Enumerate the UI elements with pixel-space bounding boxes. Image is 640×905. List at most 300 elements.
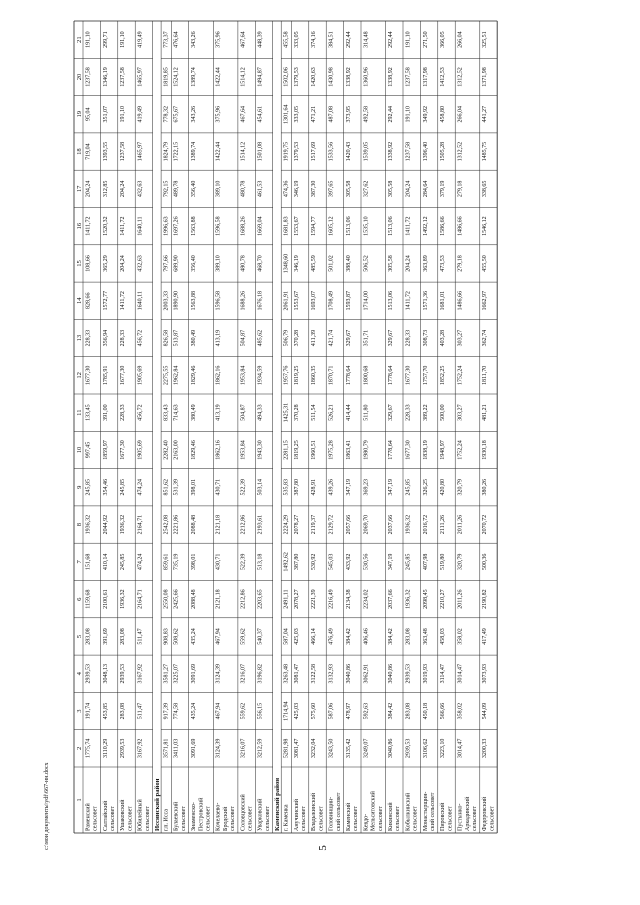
table-cell: 1640,11 (137, 216, 144, 236)
table-cell: 384,42 (388, 702, 394, 720)
table-cell: 387,80 (293, 479, 300, 496)
table-cell: 292,44 (388, 31, 394, 48)
table-cell: 1677,30 (405, 365, 412, 386)
column-header: 20 (76, 73, 83, 81)
table-cell: 283,08 (120, 702, 127, 720)
table-cell: 2037,66 (388, 514, 394, 535)
table-cell: 1572,77 (102, 291, 109, 311)
table-cell: 1524,12 (173, 67, 180, 87)
table-cell: 391,69 (102, 628, 109, 645)
column-header: 18 (76, 148, 83, 155)
table-cell: 3167,92 (137, 664, 144, 684)
table-cell: 1905,69 (137, 440, 144, 460)
table-cell: 333,05 (293, 31, 300, 48)
table-cell: 2221,39 (311, 589, 318, 609)
table-cell: 1819,25 (293, 365, 300, 386)
table-cell: 2003,33 (163, 291, 170, 311)
column-header: 17 (76, 185, 83, 193)
table-cell: 204,24 (120, 255, 127, 272)
table-cell: 1317,98 (422, 67, 429, 87)
table-cell: 1312,52 (457, 141, 464, 162)
table-cell: 1563,88 (191, 291, 198, 311)
table-cell: 1662,97 (482, 291, 489, 311)
table-cell: 2212,86 (240, 514, 247, 535)
table-cell: 1980,79 (363, 440, 370, 460)
table-cell: 1640,11 (137, 291, 144, 311)
table-cell: 2078,27 (293, 589, 300, 609)
table-cell: 476,64 (173, 31, 180, 48)
table-cell: 908,83 (163, 628, 170, 645)
table-cell: 374,16 (311, 31, 318, 48)
table-cell: 1312,52 (457, 67, 464, 87)
table-cell: 1379,53 (293, 67, 300, 87)
table-cell: 151,68 (85, 553, 92, 571)
settlement-name: сельсовет (377, 806, 384, 831)
table-cell: 388,40 (346, 255, 352, 272)
table-cell: 3200,33 (482, 738, 489, 759)
table-cell: 531,39 (173, 479, 180, 496)
table-cell: 997,45 (85, 441, 92, 459)
table-cell: 1514,12 (240, 141, 247, 162)
settlement-name: Ушаковский (120, 799, 127, 831)
table-cell: 1379,53 (293, 141, 300, 162)
table-cell: 3110,29 (102, 738, 109, 758)
table-cell: 1957,76 (283, 365, 290, 386)
table-cell: 506,52 (363, 255, 370, 272)
table-cell: 245,85 (405, 553, 412, 571)
column-header: 2 (76, 746, 83, 750)
table-cell: 2129,72 (328, 514, 335, 535)
table-cell: 458,03 (440, 628, 447, 645)
table-cell: 2111,26 (440, 515, 447, 535)
table-cell: 1996,63 (163, 216, 170, 236)
table-cell: 485,62 (257, 329, 264, 347)
table-cell: 1688,26 (240, 291, 247, 311)
table-cell: 467,64 (240, 106, 247, 123)
table-cell: 3014,47 (457, 738, 464, 759)
table-cell: 455,50 (482, 255, 489, 272)
table-cell: 592,63 (363, 702, 370, 720)
table-cell: 358,02 (457, 702, 464, 720)
table-cell: 3263,48 (283, 664, 290, 684)
settlement-name: сельсовет (230, 806, 237, 831)
table-cell: 1422,44 (215, 67, 222, 87)
column-header: 13 (76, 334, 83, 342)
table-cell: 535,83 (283, 479, 290, 496)
table-cell: 3225,07 (173, 664, 180, 684)
table-cell: 1346,19 (102, 67, 109, 87)
table-cell: 356,94 (102, 329, 109, 347)
table-cell: 2011,26 (457, 589, 464, 609)
table-cell: 1411,72 (120, 291, 127, 311)
table-cell: 1389,74 (191, 141, 198, 162)
table-cell: 1596,58 (215, 291, 222, 311)
settlement-name: сельсовет (247, 806, 254, 831)
table-cell: 454,61 (257, 106, 264, 123)
table-cell: 500,36 (482, 553, 489, 571)
table-cell: 1905,69 (137, 365, 144, 386)
table-cell: 826,58 (163, 329, 170, 347)
table-cell: 455,58 (283, 31, 290, 48)
table-cell: 314,48 (363, 31, 370, 48)
table-cell: 389,22 (422, 404, 429, 421)
table-cell: 478,97 (346, 702, 352, 720)
table-cell: 1553,67 (293, 291, 300, 311)
table-cell: 735,19 (173, 553, 180, 571)
table-cell: 245,85 (120, 553, 127, 571)
table-cell: 391,00 (102, 404, 109, 421)
table-cell: 419,49 (137, 31, 144, 48)
table-cell: 1677,30 (120, 365, 127, 386)
table-cell: 191,10 (120, 106, 127, 123)
table-cell: 3091,69 (191, 738, 198, 759)
table-cell: 346,19 (293, 255, 300, 272)
table-cell: 320,79 (457, 479, 464, 496)
table-cell: 266,04 (457, 106, 464, 123)
table-cell: 292,44 (388, 106, 394, 123)
table-cell: 411,39 (311, 329, 318, 347)
table-cell: 492,58 (363, 106, 370, 123)
table-cell: 714,63 (173, 404, 180, 421)
table-cell: 292,44 (346, 31, 352, 48)
table-cell: 414,44 (346, 404, 352, 421)
table-cell: 380,49 (191, 329, 198, 347)
table-cell: 1338,92 (388, 67, 394, 87)
table-cell: 354,46 (102, 479, 109, 496)
table-cell: 1697,26 (173, 216, 180, 236)
table-cell: 3124,39 (215, 664, 222, 684)
table-cell: 417,49 (482, 628, 489, 645)
table-cell: 1425,31 (283, 402, 290, 423)
table-cell: 503,14 (257, 479, 264, 496)
table-cell: 2275,55 (163, 365, 170, 386)
table-cell: 312,85 (102, 180, 109, 198)
table-cell: 363,48 (422, 628, 429, 645)
table-cell: 1237,58 (405, 67, 412, 87)
settlement-name: ский сельсовет (430, 792, 436, 831)
table-cell: 501,02 (328, 255, 335, 272)
table-cell: 559,62 (240, 702, 247, 720)
table-cell: 1775,74 (85, 738, 92, 759)
column-header: 14 (76, 297, 83, 305)
table-cell: 398,01 (191, 479, 198, 496)
table-cell: 1677,30 (120, 440, 127, 460)
table-cell: 333,05 (293, 106, 300, 123)
table-cell: 519,80 (440, 553, 447, 571)
table-cell: 1785,91 (102, 365, 109, 386)
table-cell: 3091,69 (191, 664, 198, 684)
table-cell: 456,72 (137, 329, 144, 347)
settlement-name: Пустынко- (457, 803, 464, 831)
table-cell: 283,08 (85, 628, 92, 645)
settlement-name: Соловцовский (240, 794, 247, 831)
settlement-name: сельсовет (264, 806, 271, 831)
table-cell: 474,36 (283, 180, 290, 198)
settlement-name: Кочелаево- (215, 802, 222, 831)
table-cell: 1412,53 (440, 67, 447, 87)
table-cell: 544,09 (482, 702, 489, 720)
table-cell: 108,66 (85, 255, 92, 272)
table-cell: 347,19 (388, 479, 394, 496)
table-cell: 366,05 (440, 31, 447, 48)
settlement-name: Мельситовский (370, 791, 377, 831)
table-cell: 204,24 (85, 180, 92, 198)
settlement-name: сельсовет (472, 806, 478, 831)
table-cell: 1517,69 (311, 141, 318, 162)
table-cell: 303,27 (457, 329, 464, 347)
table-cell: 3232,04 (311, 738, 318, 759)
table-cell: 587,06 (328, 702, 335, 720)
table-cell: 3040,86 (388, 664, 394, 684)
column-header: 9 (76, 485, 83, 489)
table-cell: 545,03 (328, 553, 335, 571)
settlement-name: сельсовет (205, 806, 212, 831)
file-path-footer: c:\мои документы\ydf\667-нн.docx (44, 762, 50, 850)
table-cell: 504,87 (240, 404, 247, 421)
table-cell: 3124,39 (215, 738, 222, 759)
settlement-name: Пестровский (198, 797, 205, 831)
table-cell: 389,10 (215, 255, 222, 272)
table-cell: 468,70 (257, 255, 264, 272)
table-cell: 204,24 (405, 255, 412, 272)
settlement-name: сельсовет (180, 806, 187, 831)
table-cell: 1594,77 (311, 216, 318, 236)
table-cell: 1422,44 (215, 141, 222, 162)
table-cell: 2164,71 (137, 589, 144, 609)
table-cell: 2016,72 (422, 514, 429, 535)
settlement-name: Головинщин- (328, 796, 335, 831)
table-cell: 1936,32 (120, 514, 127, 535)
table-cell: 2098,45 (422, 589, 429, 609)
table-cell: 1338,92 (346, 67, 352, 87)
settlement-name: сельсовет (353, 806, 360, 831)
table-cell: 1237,58 (120, 67, 127, 87)
table-cell: 3019,93 (422, 664, 429, 684)
table-cell: 191,10 (405, 106, 412, 123)
table-cell: 329,67 (346, 329, 352, 347)
table-cell: 1492,62 (283, 552, 290, 572)
table-cell: 1862,16 (215, 365, 222, 386)
table-cell: 432,63 (137, 255, 144, 272)
table-cell: 413,19 (215, 329, 222, 347)
column-header: 4 (76, 672, 83, 676)
table-cell: 851,62 (163, 479, 170, 496)
table-cell: 3062,91 (363, 664, 370, 684)
table-cell: 370,28 (293, 329, 300, 347)
table-cell: 494,33 (257, 404, 264, 421)
table-cell: 3196,82 (257, 664, 264, 684)
column-header: 11 (76, 409, 83, 416)
table-cell: 450,18 (422, 702, 429, 720)
column-header: 12 (76, 372, 83, 379)
table-cell: 1778,64 (388, 440, 394, 460)
table-cell: 1411,72 (120, 216, 127, 236)
table-cell: 1953,84 (240, 365, 247, 386)
table-cell: 467,94 (215, 628, 222, 645)
table-cell: 407,98 (422, 553, 429, 571)
table-cell: 540,37 (257, 628, 264, 645)
table-cell: 191,10 (120, 31, 127, 48)
table-cell: 406,46 (363, 628, 370, 645)
table-cell: 370,28 (293, 404, 300, 421)
settlement-name: Анучинский (293, 799, 300, 831)
column-header: 7 (76, 560, 83, 564)
table-cell: 1553,67 (293, 216, 300, 236)
table-cell: 1714,00 (363, 291, 370, 311)
table-cell: 2163,00 (173, 440, 180, 460)
table-cell: 1778,64 (346, 365, 352, 386)
table-cell: 2044,92 (102, 514, 109, 535)
table-cell: 2221,86 (173, 514, 180, 535)
table-cell: 3081,47 (293, 738, 300, 759)
district-section-title: Каменский район (274, 777, 282, 831)
table-cell: 1486,66 (457, 291, 464, 311)
column-header: 15 (76, 260, 83, 267)
column-header: 10 (76, 446, 83, 454)
table-cell: 1396,40 (422, 141, 429, 162)
table-cell: 387,80 (293, 553, 300, 571)
settlement-name: Пировский (440, 802, 447, 831)
table-cell: 1677,30 (85, 365, 92, 386)
table-cell: 320,79 (457, 553, 464, 571)
table-cell: 3216,07 (240, 664, 247, 684)
table-cell: 1571,36 (422, 291, 429, 311)
table-cell: 1411,72 (405, 216, 412, 236)
table-cell: 2121,18 (215, 589, 222, 609)
table-cell: 504,87 (240, 329, 247, 347)
table-cell: 2939,53 (120, 664, 127, 684)
table-cell: 1948,97 (440, 440, 447, 460)
table-cell: 797,66 (163, 255, 170, 272)
table-cell: 1485,75 (482, 141, 489, 162)
table-cell: 1677,30 (405, 440, 412, 460)
table-cell: 1393,55 (102, 141, 109, 162)
table-cell: 369,23 (363, 479, 370, 496)
table-cell: 1800,68 (363, 365, 370, 386)
table-cell: 1852,25 (440, 365, 447, 386)
table-cell: 1539,05 (363, 141, 370, 162)
table-cell: 432,63 (137, 180, 144, 198)
settlement-name: сельсовет (395, 806, 402, 831)
settlement-name: Булаевский (173, 801, 180, 831)
table-cell: 3216,07 (240, 738, 247, 759)
table-cell: 305,58 (388, 255, 394, 272)
table-cell: 1752,24 (457, 440, 464, 460)
column-header: 16 (76, 222, 83, 230)
table-cell: 308,73 (422, 329, 429, 347)
table-cell: 433,92 (346, 553, 352, 571)
table-cell: 3040,86 (388, 738, 394, 759)
table-cell: 347,19 (346, 479, 352, 496)
table-cell: 511,47 (137, 702, 144, 720)
table-cell: 1862,16 (215, 440, 222, 460)
table-cell: 362,74 (482, 329, 489, 347)
table-cell: 1465,97 (137, 141, 144, 162)
table-cell: 3249,07 (363, 738, 370, 759)
table-cell: 1237,58 (120, 141, 127, 162)
table-cell: 1860,35 (311, 365, 318, 386)
table-cell: 1237,58 (405, 141, 412, 162)
table-cell: 506,79 (283, 329, 290, 347)
table-cell: 675,67 (173, 106, 180, 123)
table-cell: 1348,60 (283, 253, 290, 274)
settlement-name: сельсовет (144, 806, 151, 831)
table-cell: 1420,63 (311, 67, 318, 87)
table-cell: 1360,96 (363, 67, 370, 87)
settlement-name: ский сельсовет (335, 792, 342, 831)
table-cell: 719,04 (85, 143, 92, 160)
table-cell: 530,92 (311, 553, 318, 571)
table-cell: 365,29 (102, 255, 109, 272)
table-cell: 1778,64 (388, 365, 394, 386)
settlement-name: сельсовет (301, 806, 307, 831)
settlement-name: сельсовет (318, 806, 325, 831)
table-cell: 2134,38 (346, 589, 352, 609)
table-cell: 3411,03 (173, 738, 180, 758)
settlement-name: сельсовет (110, 806, 116, 831)
table-cell: 480,78 (240, 255, 247, 272)
table-cell: 228,33 (405, 404, 412, 421)
table-cell: 2070,72 (482, 514, 489, 535)
tariff-table (74, 21, 497, 833)
settlement-name: сельсовет (447, 806, 454, 831)
table-cell: 1676,18 (257, 291, 264, 311)
table-cell: 500,00 (440, 404, 447, 421)
table-cell: 511,47 (137, 628, 144, 645)
settlement-name: сельсовет (92, 806, 99, 831)
table-cell: 419,49 (137, 106, 144, 123)
column-header: 21 (76, 36, 83, 43)
table-cell: 587,04 (283, 628, 290, 645)
settlement-name: Аркадинский (464, 796, 471, 831)
table-cell: 3114,47 (440, 664, 447, 684)
table-cell: 228,33 (85, 329, 92, 347)
table-cell: 1681,01 (440, 291, 447, 311)
table-cell: 191,10 (405, 31, 412, 48)
table-cell: 351,71 (363, 329, 370, 347)
table-cell: 556,15 (257, 702, 264, 720)
table-cell: 1688,26 (240, 216, 247, 236)
table-cell: 245,85 (405, 479, 412, 496)
table-cell: 347,19 (388, 553, 394, 571)
table-cell: 485,59 (311, 255, 318, 272)
table-cell: 245,85 (120, 479, 127, 496)
table-cell: 513,87 (173, 329, 180, 347)
settlement-name: сельсовет (412, 806, 419, 831)
table-cell: 3223,10 (440, 738, 447, 759)
table-cell: 3073,93 (482, 664, 489, 684)
table-cell: 375,96 (215, 106, 222, 123)
table-cell: 2939,53 (405, 664, 412, 684)
table-cell: 513,18 (257, 553, 264, 571)
table-cell: 1411,72 (85, 216, 92, 236)
table-cell: 2069,70 (363, 514, 370, 535)
table-cell: 346,19 (293, 180, 300, 198)
table-cell: 1890,90 (173, 291, 180, 311)
table-cell: 2212,86 (240, 589, 247, 609)
table-cell: 2203,65 (257, 589, 264, 609)
table-cell: 1819,25 (293, 440, 300, 460)
table-cell: 325,51 (482, 31, 489, 48)
settlement-name: Юбилейный (137, 799, 144, 831)
table-cell: 1389,74 (191, 67, 198, 87)
table-cell: 413,19 (215, 404, 222, 421)
settlement-name: Салтайский (102, 800, 109, 831)
table-cell: 283,08 (405, 628, 412, 645)
table-cell: 1501,08 (257, 141, 264, 162)
table-cell: 474,24 (137, 553, 144, 571)
table-cell: 284,64 (422, 180, 429, 198)
